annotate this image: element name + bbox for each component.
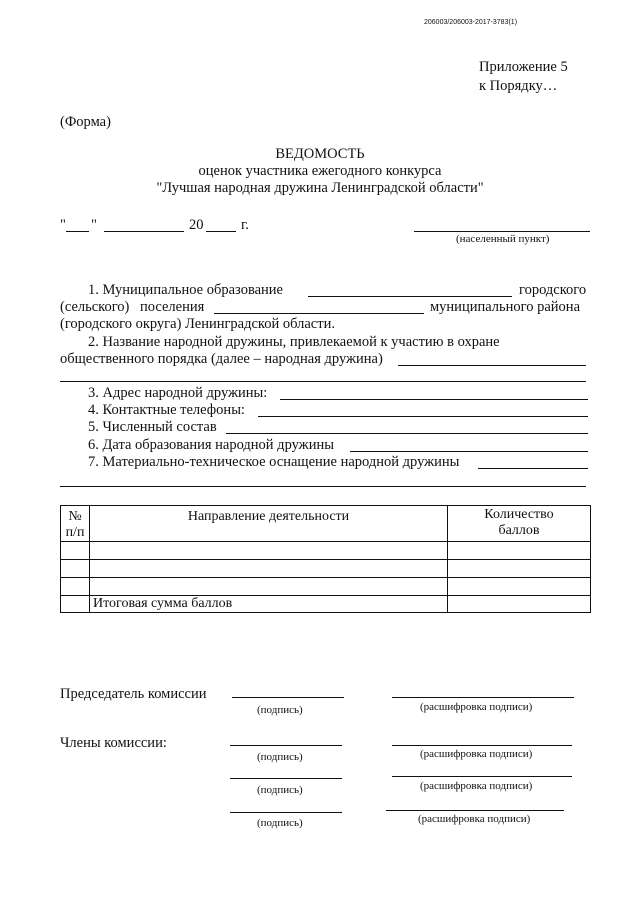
address-blank <box>280 399 588 400</box>
table-total-row <box>61 596 591 613</box>
member-3-sign-blank <box>230 812 342 813</box>
header-points: Количество баллов <box>448 506 591 542</box>
contest-name: "Лучшая народная дружина Ленинградской области" <box>156 180 484 196</box>
member-2-sign-blank <box>230 778 342 779</box>
member-1-decode-caption: (расшифровка подписи) <box>420 748 533 760</box>
member-2-decode-caption: (расшифровка подписи) <box>420 780 533 792</box>
total-label: Итоговая сумма баллов <box>90 596 448 613</box>
settlement-blank <box>414 231 590 232</box>
member-2-sign-caption: (подпись) <box>257 784 303 796</box>
equipment-blank-2 <box>60 486 586 487</box>
item-3-text: 3. Адрес народной дружины: <box>88 385 268 401</box>
date-quote-close: " <box>91 217 97 233</box>
form-label: (Форма) <box>60 114 111 130</box>
header-number: № п/п <box>61 506 90 542</box>
appendix-line-2: к Порядку… <box>479 78 558 94</box>
item-1-rural: (сельского) <box>60 299 130 315</box>
item-1-district: муниципального района <box>430 299 580 315</box>
founding-date-blank <box>350 451 588 452</box>
item-2-text-cont: общественного порядка (далее – народная дружина) <box>60 351 383 367</box>
date-quote-open: " <box>60 217 66 233</box>
header-direction: Направление деятельности <box>90 506 448 542</box>
date-year-blank <box>206 231 236 232</box>
table-row <box>61 578 591 596</box>
item-6-text: 6. Дата образования народной дружины <box>88 437 334 453</box>
document-title: ВЕДОМОСТЬ <box>275 146 365 162</box>
table-header-row <box>61 506 591 542</box>
document-subtitle: оценок участника ежегодного конкурса <box>198 163 442 179</box>
item-2-text: 2. Название народной дружины, привлекаемой к участию в охране <box>88 334 500 350</box>
item-1-urban: городского <box>519 282 587 298</box>
member-1-sign-blank <box>230 745 342 746</box>
members-label: Члены комиссии: <box>60 735 167 751</box>
item-1-text: 1. Муниципальное образование <box>88 282 283 298</box>
municipality-blank <box>308 296 512 297</box>
item-7-text: 7. Материально-техническое оснащение народной дружины <box>88 454 460 470</box>
date-day-blank <box>66 231 89 232</box>
settlement-caption: (населенный пункт) <box>456 233 550 245</box>
table-row <box>61 542 591 560</box>
member-1-decode-blank <box>392 745 572 746</box>
document-id: 206003/206003-2017-3783(1) <box>424 19 518 26</box>
chairman-decode-blank <box>392 697 574 698</box>
item-1-district-end: (городского округа) Ленинградской области. <box>60 316 335 332</box>
chairman-sign-blank <box>232 697 344 698</box>
item-4-text: 4. Контактные телефоны: <box>88 402 245 418</box>
headcount-blank <box>226 433 588 434</box>
chairman-sign-caption: (подпись) <box>257 704 303 716</box>
date-year-prefix: 20 <box>189 217 204 233</box>
settlement-name-blank <box>214 313 424 314</box>
score-table <box>60 505 591 613</box>
table-row <box>61 560 591 578</box>
member-3-sign-caption: (подпись) <box>257 817 303 829</box>
druzhina-name-blank-2 <box>60 381 586 382</box>
member-3-decode-blank <box>386 810 564 811</box>
item-1-settlement: поселения <box>140 299 205 315</box>
appendix-line-1: Приложение 5 <box>479 59 568 75</box>
member-3-decode-caption: (расшифровка подписи) <box>418 813 531 825</box>
equipment-blank <box>478 468 588 469</box>
druzhina-name-blank <box>398 365 586 366</box>
date-month-blank <box>104 231 184 232</box>
chairman-label: Председатель комиссии <box>60 686 207 702</box>
date-year-suffix: г. <box>241 217 249 233</box>
phones-blank <box>258 416 588 417</box>
member-1-sign-caption: (подпись) <box>257 751 303 763</box>
chairman-decode-caption: (расшифровка подписи) <box>420 701 533 713</box>
member-2-decode-blank <box>392 776 572 777</box>
item-5-text: 5. Численный состав <box>88 419 217 435</box>
